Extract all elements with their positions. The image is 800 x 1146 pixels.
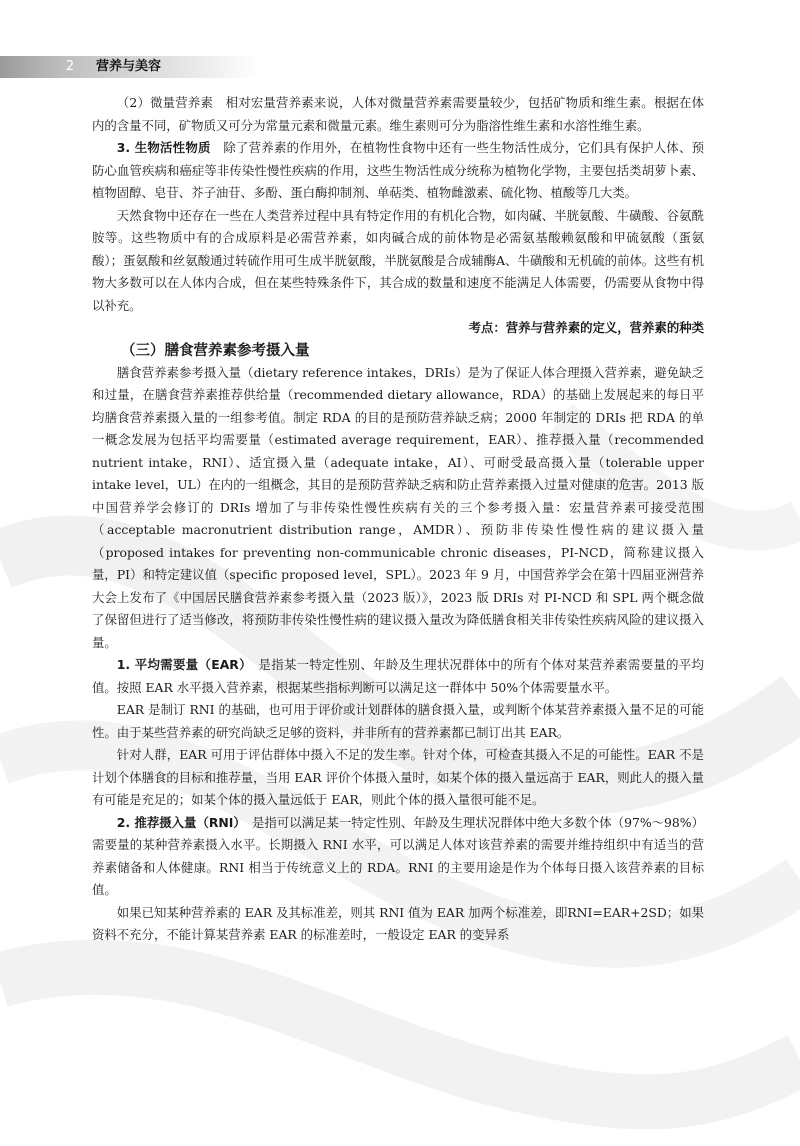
paragraph-rni-formula: 如果已知某种营养素的 EAR 及其标准差，则其 RNI 值为 EAR 加两个标准差，即RNI=EAR+2SD；如果资料不充分，不能计算某营养素 EAR 的标准差时，一般设定 EAR 的变异系 bbox=[92, 904, 704, 942]
paragraph-bioactive bbox=[92, 137, 704, 205]
paragraph-organic-compounds: 天然食物中还存在一些在人类营养过程中具有特定作用的有机化合物，如肉碱、半胱氨酸、牛磺酸、谷氨酰胺等。这些物质中有的合成原料是必需营养素，如肉碱合成的前体物是必需氨基酸赖氨酸和甲硫氨酸（蛋氨酸）；蛋氨酸和丝氨酸通过转硫作用可生成半胱氨酸，半胱氨酸是合成辅酶A、牛磺酸和无机硫的前体。这些有机物大多数可以在人体内合成，但在某些特殊条件下，其合成的数量和速度不能满足人体需要，仍需要从食物中得以补充。 bbox=[92, 207, 704, 313]
rni-heading: 2. 推荐摄入量（RNI） bbox=[116, 814, 240, 830]
exam-point: 考点：营养与营养素的定义，营养素的种类 bbox=[468, 320, 704, 335]
paragraph-micronutrients: （2）微量营养素 相对宏量营养素来说，人体对微量营养素需要量较少，包括矿物质和维生素。根据在体内的含量不同，矿物质又可分为常量元素和微量元素。维生素则可分为脂溶性维生素和水溶性维生素。 bbox=[92, 95, 704, 133]
paragraph-rni bbox=[92, 812, 704, 902]
bioactive-text: 除了营养素的作用外，在植物性食物中还有一些生物活性成分，它们具有保护人体、预防心血管疾病和癌症等非传染性慢性疾病的作用，这些生物活性成分统称为植物化学物，主要包括类胡萝卜素、植物固醇、皂苷、芥子油苷、多酚、蛋白酶抑制剂、单萜类、植物雌激素、硫化物、植酸等几大类。 bbox=[92, 140, 704, 200]
rni-text: 是指可以满足某一特定性别、年龄及生理状况群体中绝大多数个体（97%～98%）需要量的某种营养素摄入水平。长期摄入 RNI 水平，可以满足人体对该营养素的需要并维持组织中有适当的营养素储备和人体健康。RNI 相当于传统意义上的 RDA。RNI 的主要用途是作为个体每日摄入该营养素的目标值。 bbox=[92, 814, 704, 897]
section-heading: （三）膳食营养素参考摄入量 bbox=[121, 342, 310, 359]
bioactive-heading: 3. 生物活性物质 bbox=[116, 140, 211, 155]
page-number: 2 bbox=[65, 59, 75, 74]
paragraph-ear-basis: EAR 是制订 RNI 的基础，也可用于评价或计划群体的膳食摄入量，或判断个体某营养素摄入量不足的可能性。由于某些营养素的研究尚缺乏足够的资料，并非所有的营养素都已制订出其 EAR。 bbox=[92, 702, 705, 740]
paragraph-ear bbox=[92, 654, 704, 699]
paragraph-dris: 膳食营养素参考摄入量（dietary reference intakes，DRIs）是为了保证人体合理摄入营养素，避免缺乏和过量，在膳食营养素推荐供给量（recommended dietary allowance，RDA）的基础上发展起来的每日平均膳食营养素摄入量的一组参考值。制定 RDA 的目的是预防营养缺乏病；2000 年制定的 DRIs 把 RDA 的单一概念发展为包括平均需要量（estimated average requirement，EAR）、推荐摄入量（recommended nutrient intake，RNI）、适宜摄入量（adequate intake，AI）、可耐受最高摄入量（tolerable upper intake level，UL）在内的一组概念，其目的是预防营养缺乏病和防止营养素摄入过量对健康的危害。2013 版中国营养学会修订的 DRIs 增加了与非传染性慢性疾病有关的三个参考摄入量：宏量营养素可接受范围（acceptable macronutrient distribution range，AMDR）、预防非传染性慢性病的建议摄入量（proposed intakes for preventing non-communicable chronic diseases，PI-NCD，简称建议摄入量，PI）和特定建议值（specific proposed level，SPL）。2023 年 9 月，中国营养学会在第十四届亚洲营养大会上发布了《中国居民膳食营养素参考摄入量（2023 版）》，2023 版 DRIs 对 PI-NCD 和 SPL 两个概念做了保留但进行了适当修改，将预防非传染性慢性病的建议摄入量改为降低膳食相关非传染性疾病风险的建议摄入量。 bbox=[92, 364, 704, 650]
ear-text: 是指某一特定性别、年龄及生理状况群体中的所有个体对某营养素需要量的平均值。按照 EAR 水平摄入营养素，根据某些指标判断可以满足这一群体中 50%个体需要量水平。 bbox=[92, 657, 704, 695]
running-title: 营养与美容 bbox=[96, 59, 162, 74]
ear-heading: 1. 平均需要量（EAR） bbox=[116, 657, 246, 672]
page-content bbox=[92, 92, 704, 947]
paragraph-ear-usage: 针对人群，EAR 可用于评估群体中摄入不足的发生率。针对个体，可检查其摄入不足的可能性。EAR 不是计划个体膳食的目标和推荐量，当用 EAR 评价个体摄入量时，如某个体的摄入量远高于 EAR，则此人的摄入量有可能是充足的；如某个体的摄入量远低于 EAR，则此个体的摄入量很可能不足。 bbox=[92, 747, 704, 807]
